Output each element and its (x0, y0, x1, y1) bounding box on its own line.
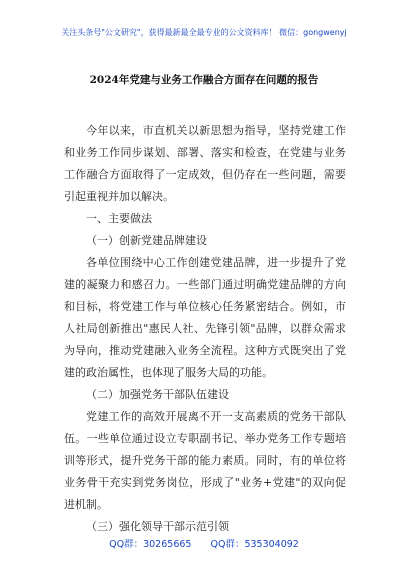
subsection-1-paragraph: 各单位围绕中心工作创建党建品牌，进一步提升了党建的凝聚力和感召力。一些部门通过明确党建品牌的方向和目标，将党建工作与单位核心任务紧密结合。例如，市人社局创新推出"惠民人社、先锋引领"品牌，以群众需求为导向，推动党建融入业务全流程。这种方式既突出了党建的政治属性，也体现了服务大局的功能。 (64, 256, 346, 379)
document-body (64, 120, 346, 538)
subsection-2-paragraph: 党建工作的高效开展离不开一支高素质的党务干部队伍。一些单位通过设立专职副书记、举办党务工作专题培训等形式，提升党务干部的能力素质。同时，有的单位将业务骨干充实到党务岗位，形成了"业务+党建"的双向促进机制。 (64, 410, 346, 511)
subsection-heading-2: （二）加强党务干部队伍建设 (86, 388, 229, 401)
document-title: 2024年党建与业务工作融合方面存在问题的报告 (89, 74, 319, 86)
footer-qq-group-1: QQ群：30265665 (109, 539, 192, 550)
header-promo-note: 关注头条号"公文研究"，获得最新最全最专业的公文资料库！ 微信：gongwenyj (61, 28, 347, 37)
footer-qq-groups (0, 536, 408, 550)
subsection-heading-3: （三）强化领导干部示范引领 (86, 520, 229, 533)
section-heading-main-practices: 一、主要做法 (86, 212, 152, 225)
footer-qq-group-2: QQ群：535304092 (210, 539, 299, 550)
intro-paragraph: 今年以来，市直机关以新思想为指导，坚持党建工作和业务工作同步谋划、部署、落实和检查，在党建与业务工作融合方面取得了一定成效，但仍存在一些问题，需要引起重视并加以解决。 (64, 124, 346, 203)
subsection-heading-1: （一）创新党建品牌建设 (86, 234, 207, 247)
